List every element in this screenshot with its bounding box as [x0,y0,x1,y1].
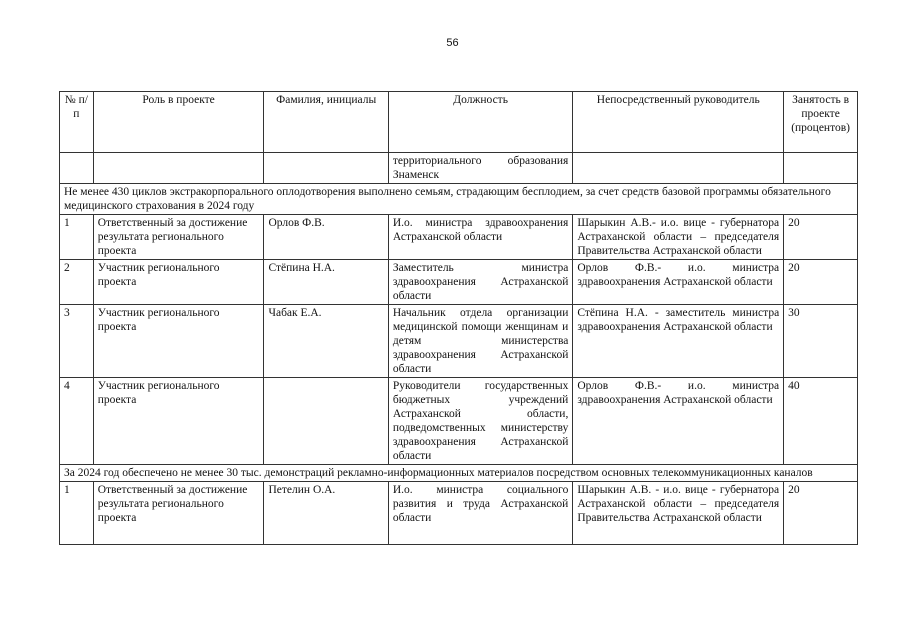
section-title: За 2024 год обеспечено не менее 30 тыс. демонстраций рекламно-информационных материалов посредством основных телекоммуникационных каналов [60,465,858,482]
header-num: № п/п [60,92,94,153]
section-title-row [60,184,858,215]
cell-position: И.о. министра социального развития и труда Астраханской области [388,482,572,545]
cell-manager [573,153,784,184]
cell-role: Участник регионального проекта [93,378,264,465]
section-title: Не менее 430 циклов экстракорпорального оплодотворения выполнено семьям, страдающим бесплодием, за счет средств базовой программы обязательного медицинского страхования в 2024 году [60,184,858,215]
cell-role: Ответственный за достижение результата регионального проекта [93,215,264,260]
cell-load: 20 [784,482,858,545]
page-number: 56 [446,37,459,49]
table-row [60,305,858,378]
cell-load: 40 [784,378,858,465]
table-row [60,260,858,305]
header-manager: Непосредственный руководитель [573,92,784,153]
cell-position: Заместитель министра здравоохранения Астраханской области [388,260,572,305]
cell-num: 1 [60,482,94,545]
cell-load [784,153,858,184]
cell-num: 4 [60,378,94,465]
cell-load: 20 [784,215,858,260]
cell-manager: Шарыкин А.В.- и.о. вице - губернатора Астраханской области – председателя Правительства Астраханской области [573,215,784,260]
table-header-row [60,92,858,153]
cell-position: И.о. министра здравоохранения Астраханской области [388,215,572,260]
cell-manager: Стёпина Н.А. - заместитель министра здравоохранения Астраханской области [573,305,784,378]
cell-num: 1 [60,215,94,260]
cell-load: 30 [784,305,858,378]
cell-role: Участник регионального проекта [93,305,264,378]
table-row [60,378,858,465]
cell-name: Орлов Ф.В. [264,215,388,260]
table-row [60,482,858,545]
cell-num: 3 [60,305,94,378]
cell-num [60,153,94,184]
cell-num: 2 [60,260,94,305]
cell-load: 20 [784,260,858,305]
table-row [60,215,858,260]
header-load: Занятость в проекте (процентов) [784,92,858,153]
cell-position: территориального образования Знаменск [388,153,572,184]
cell-role: Участник регионального проекта [93,260,264,305]
cell-name [264,153,388,184]
cell-role [93,153,264,184]
cell-role: Ответственный за достижение результата регионального проекта [93,482,264,545]
table-row [60,153,858,184]
project-team-table [59,91,858,545]
header-position: Должность [388,92,572,153]
cell-name: Стёпина Н.А. [264,260,388,305]
cell-manager: Орлов Ф.В.- и.о. министра здравоохранения Астраханской области [573,378,784,465]
cell-name: Петелин О.А. [264,482,388,545]
cell-name: Чабак Е.А. [264,305,388,378]
cell-position: Начальник отдела организации медицинской помощи женщинам и детям министерства здравоохранения Астраханской области [388,305,572,378]
cell-name [264,378,388,465]
header-role: Роль в проекте [93,92,264,153]
section-title-row [60,465,858,482]
cell-position: Руководители государственных бюджетных учреждений Астраханской области, подведомственных министерству здравоохранения Астраханской области [388,378,572,465]
header-name: Фамилия, инициалы [264,92,388,153]
cell-manager: Шарыкин А.В. - и.о. вице - губернатора Астраханской области – председателя Правительства Астраханской области [573,482,784,545]
cell-manager: Орлов Ф.В.- и.о. министра здравоохранения Астраханской области [573,260,784,305]
